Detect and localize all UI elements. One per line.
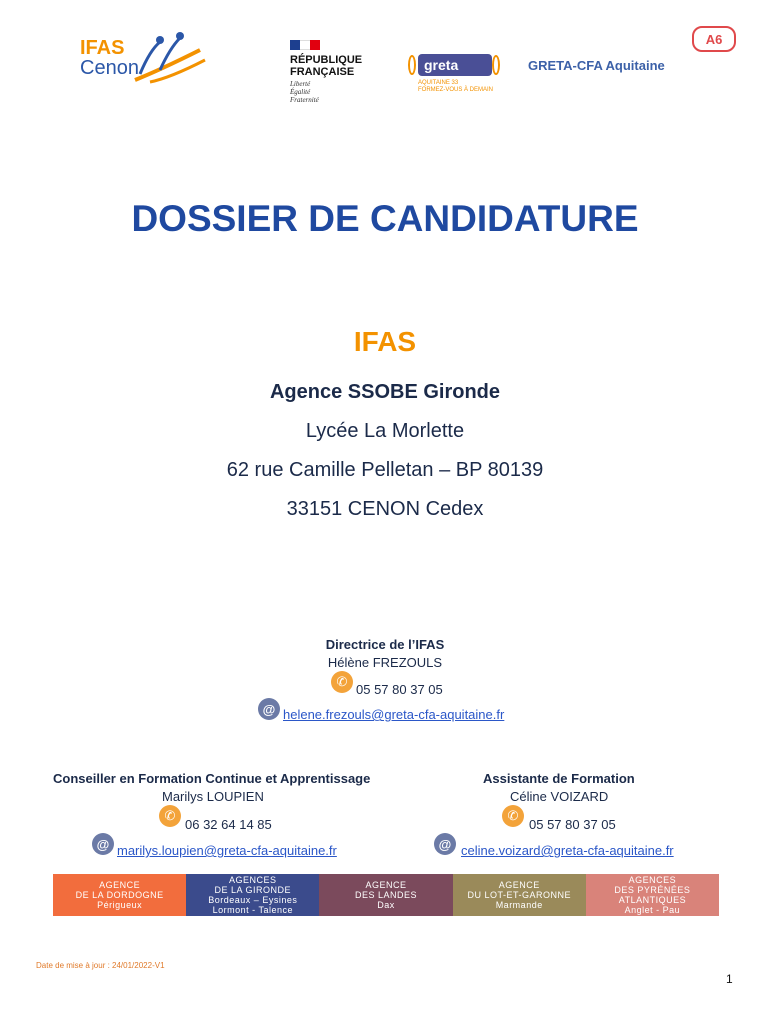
- rf-line1: RÉPUBLIQUE: [290, 54, 363, 66]
- agency-label-3: Dax: [377, 900, 395, 910]
- hands-icon: [130, 30, 210, 88]
- rf-line2: FRANÇAISE: [290, 66, 355, 78]
- address-line-3: 33151 CENON Cedex: [286, 498, 484, 520]
- advisor-email-link[interactable]: marilys.loupien@greta-cfa-aquitaine.fr: [117, 843, 337, 858]
- agency-label-2: DE LA DORDOGNE: [75, 890, 164, 900]
- email-icon: @: [434, 833, 456, 855]
- greta-cfa-name: GRETA-CFA Aquitaine: [528, 58, 665, 73]
- director-phone: 05 57 80 37 05: [356, 682, 443, 697]
- update-date-footnote: Date de mise à jour : 24/01/2022-V1: [36, 961, 165, 970]
- french-flag-icon: [290, 40, 320, 50]
- greta-sub1: AQUITAINE 33: [418, 80, 459, 86]
- agency-label-1: AGENCE: [365, 880, 407, 890]
- agency-label-3: ATLANTIQUES: [618, 895, 687, 905]
- page-number: 1: [726, 972, 733, 986]
- assistant-email-link[interactable]: celine.voizard@greta-cfa-aquitaine.fr: [461, 843, 674, 858]
- email-icon: @: [258, 698, 280, 720]
- director-name: Hélène FREZOULS: [327, 655, 443, 670]
- greta-arc-left-icon: [408, 55, 416, 75]
- email-icon: @: [92, 833, 114, 855]
- address-line-2: 62 rue Camille Pelletan – BP 80139: [226, 459, 544, 481]
- agency-label-4: Anglet - Pau: [624, 905, 681, 915]
- ifas-heading: IFAS: [353, 326, 417, 357]
- agency-landes: [319, 874, 452, 916]
- document-title: DOSSIER DE CANDIDATURE: [131, 198, 639, 239]
- agency-label-2: DES LANDES: [354, 890, 418, 900]
- ifas-cenon-logo: [72, 30, 212, 90]
- assistant-name: Céline VOIZARD: [510, 789, 609, 804]
- assistant-phone: 05 57 80 37 05: [529, 817, 616, 832]
- phone-icon: ✆: [502, 805, 524, 827]
- greta-logo: [408, 54, 508, 98]
- agency-label-2: DU LOT-ET-GARONNE: [467, 890, 571, 900]
- advisor-title: Conseiller en Formation Continue et Apprentissage: [53, 771, 371, 786]
- logo-cenon-text: Cenon: [80, 57, 139, 79]
- phone-icon: ✆: [331, 671, 353, 693]
- republique-francaise-logo: [290, 40, 380, 110]
- agency-label-3: Marmande: [495, 900, 543, 910]
- director-title: Directrice de l’IFAS: [325, 637, 445, 652]
- advisor-phone: 06 32 64 14 85: [185, 817, 272, 832]
- greta-arc-right-icon: [492, 55, 500, 75]
- rf-motto2: Égalité: [290, 88, 311, 96]
- agency-pyrenees-atlantiques: [586, 874, 719, 916]
- address-line-1: Lycée La Morlette: [305, 420, 465, 442]
- agency-label-1: AGENCE: [99, 880, 141, 890]
- agency-dordogne: [53, 874, 186, 916]
- greta-logo-text: greta: [418, 54, 492, 76]
- assistant-title: Assistante de Formation: [483, 771, 635, 786]
- agencies-bar: [53, 874, 719, 916]
- director-email-link[interactable]: helene.frezouls@greta-cfa-aquitaine.fr: [283, 707, 505, 722]
- agency-label-3: Périgueux: [97, 900, 143, 910]
- agency-name: Agence SSOBE Gironde: [269, 381, 501, 403]
- phone-icon: ✆: [159, 805, 181, 827]
- agency-label-3: Bordeaux – Eysines: [208, 895, 298, 905]
- logo-ifas-text: IFAS: [80, 37, 125, 59]
- agency-label-2: DE LA GIRONDE: [214, 885, 292, 895]
- agency-label-1: AGENCE: [498, 880, 540, 890]
- agency-label-4: Lormont - Talence: [212, 905, 293, 915]
- agency-gironde: [186, 874, 319, 916]
- rf-motto1: Liberté: [290, 80, 311, 88]
- agency-label-1: AGENCES: [229, 875, 277, 885]
- advisor-name: Marilys LOUPIEN: [162, 789, 264, 804]
- document-code-badge: A6: [692, 26, 736, 52]
- greta-sub2: FORMEZ-VOUS À DEMAIN: [418, 87, 494, 93]
- agency-label-2: DES PYRÉNÉES: [614, 885, 691, 895]
- rf-motto3: Fraternité: [290, 96, 319, 104]
- agency-label-1: AGENCES: [628, 875, 677, 885]
- agency-lot-et-garonne: [453, 874, 586, 916]
